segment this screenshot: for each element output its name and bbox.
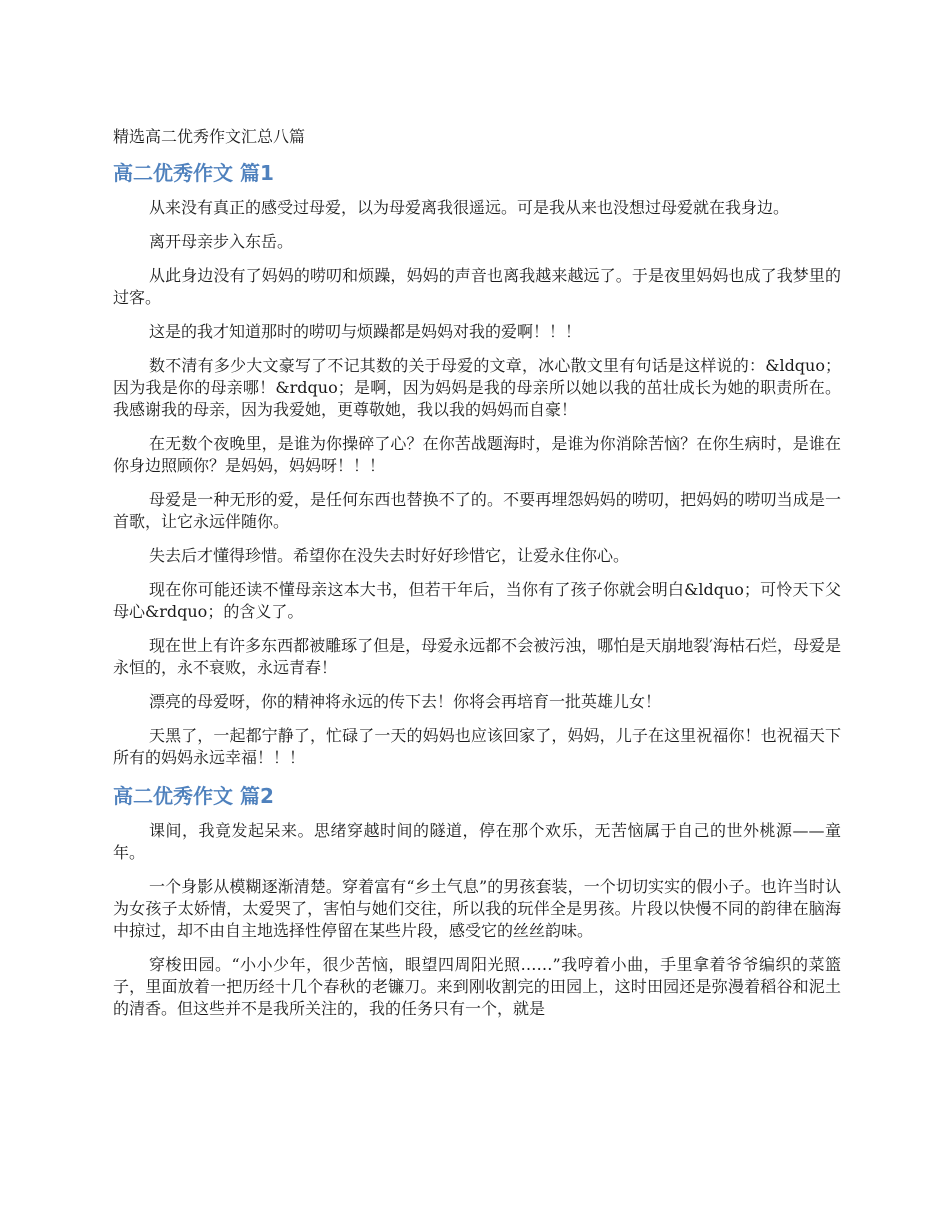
essay-section-1 [113,158,841,769]
paragraph: 在无数个夜晚里，是谁为你操碎了心？在你苦战题海时，是谁为你消除苦恼？在你生病时，是谁在你身边照顾你？是妈妈，妈妈呀！！！ [113,434,841,475]
paragraph: 现在世上有许多东西都被雕琢了但是，母爱永远都不会被污浊，哪怕是天崩地裂′海枯石烂，母爱是永恒的，永不衰败，永远青春！ [113,636,841,677]
paragraph: 漂亮的母爱呀，你的精神将永远的传下去！你将会再培育一批英雄儿女！ [149,692,662,711]
document-title: 精选高二优秀作文汇总八篇 [113,127,306,146]
paragraph: 从此身边没有了妈妈的唠叨和烦躁，妈妈的声音也离我越来越远了。于是夜里妈妈也成了我梦里的过客。 [113,266,841,307]
paragraph: 失去后才懂得珍惜。希望你在没失去时好好珍惜它，让爱永住你心。 [149,546,630,565]
paragraph: 现在你可能还读不懂母亲这本大书，但若干年后，当你有了孩子你就会明白&ldquo；可怜天下父母心&rdquo；的含义了。 [113,580,841,621]
paragraph: 课间，我竟发起呆来。思绪穿越时间的隧道，停在那个欢乐，无苦恼属于自己的世外桃源——童年。 [113,821,841,862]
paragraph: 母爱是一种无形的爱，是任何东西也替换不了的。不要再埋怨妈妈的唠叨，把妈妈的唠叨当成是一首歌，让它永远伴随你。 [113,490,841,531]
paragraph: 这是的我才知道那时的唠叨与烦躁都是妈妈对我的爱啊！！！ [149,322,582,341]
section-heading: 高二优秀作文 篇2 [113,784,274,808]
essay-section-2 [113,781,841,1020]
section-heading: 高二优秀作文 篇1 [113,161,274,185]
paragraph: 穿梭田园。“小小少年，很少苦恼，眼望四周阳光照……”我哼着小曲，手里拿着爷爷编织的菜篮子，里面放着一把历经十几个春秋的老镰刀。来到刚收割完的田园上，这时田园还是弥漫着稻谷和泥土的清香。但这些并不是我所关注的，我的任务只有一个，就是 [113,955,841,1018]
paragraph: 从来没有真正的感受过母爱，以为母爱离我很遥远。可是我从来也没想过母爱就在我身边。 [149,198,790,217]
paragraph: 数不清有多少大文豪写了不记其数的关于母爱的文章，冰心散文里有句话是这样说的：&ldquo；因为我是你的母亲哪！&rdquo；是啊，因为妈妈是我的母亲所以她以我的茁壮成长为她的职责所在。我感谢我的母亲，因为我爱她，更尊敬她，我以我的妈妈而自豪！ [113,356,841,419]
paragraph: 天黑了，一起都宁静了，忙碌了一天的妈妈也应该回家了，妈妈，儿子在这里祝福你！也祝福天下所有的妈妈永远幸福！！！ [113,726,841,767]
paragraph: 一个身影从模糊逐渐清楚。穿着富有“乡土气息”的男孩套装，一个切切实实的假小子。也许当时认为女孩子太娇情，太爱哭了，害怕与她们交往，所以我的玩伴全是男孩。片段以快慢不同的韵律在脑海中掠过，却不由自主地选择性停留在某些片段，感受它的丝丝韵味。 [113,877,841,940]
document-page [113,124,841,1032]
paragraph: 离开母亲步入东岳。 [149,232,294,251]
